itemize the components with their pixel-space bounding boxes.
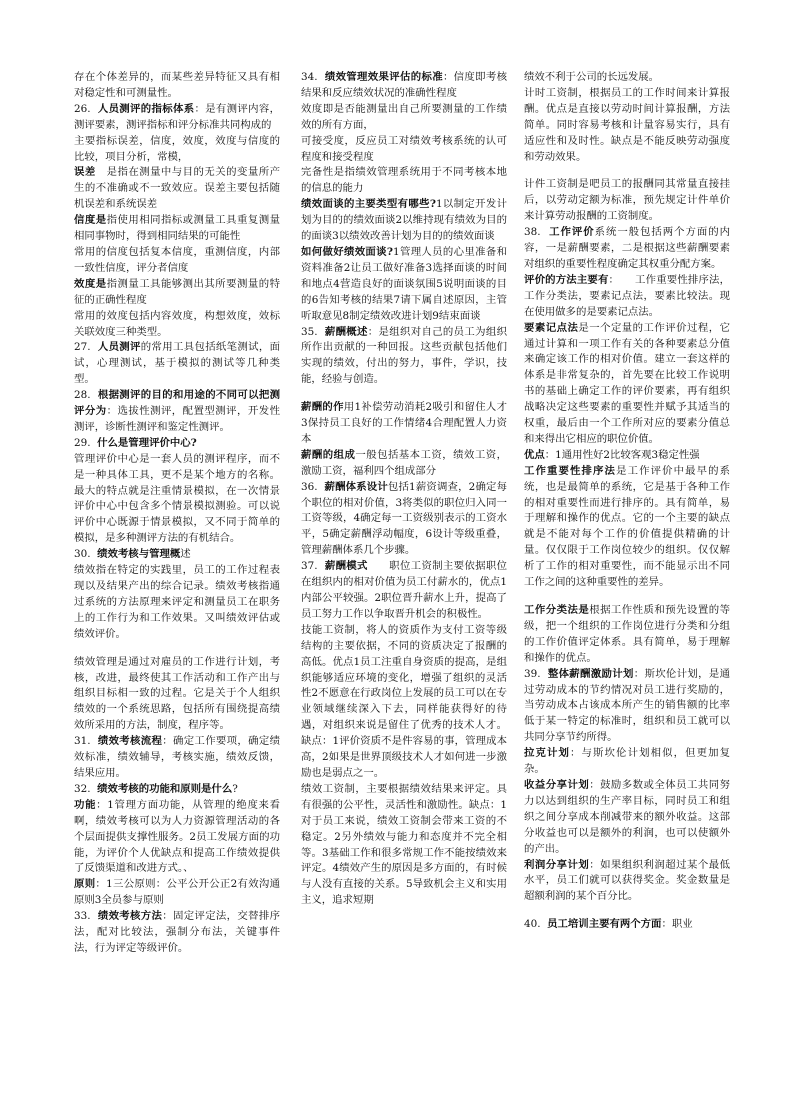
body-text: 效度即是否能测量出自己所要测量的工作绩效的所有方面， <box>301 102 507 131</box>
paragraph-spacer <box>301 388 507 400</box>
item-number: 38. <box>524 226 541 239</box>
text-column-right <box>524 70 730 1070</box>
body-text: ：1通用性好2比较客观3稳定性强 <box>544 448 700 461</box>
term-heading: 效度是 <box>74 277 107 290</box>
body-text: ：是组织对自己的员工为组织所作出贡献的一种回报。这些贡献包括他们实现的绩效，付出的努力，事件，学识，技能，经验与创造。 <box>301 325 507 386</box>
term-heading: 人员测评的指标体系 <box>97 102 195 115</box>
paragraph <box>301 325 507 389</box>
body-text: 计时工资制，根据员工的工作时间来计算报酬。优点是直接以劳动时间计算报酬，方法简单。同时容易考核和计量容易实行，具有适应性和及时性。缺点是不能反映劳动强度和劳动效果。 <box>524 86 730 163</box>
body-text: 绩效工资制，主要根据绩效结果来评定。具有很强的公平性，灵活性和激励性。缺点：1对于员工来说，绩效工资制会带来工资的不稳定。2另外绩效与能力和态度并不完全相等。3基础工作和很多常规工作不能按绩效来评定。4绩效产生的原因是多方面的，有时候与人没有直接的关系。5导致机会主义和实用主义，追求短期 <box>301 782 507 907</box>
paragraph <box>74 782 280 798</box>
paragraph <box>301 623 507 782</box>
paragraph <box>74 436 280 452</box>
term-heading: 绩效考核的功能和原则是什么 <box>97 782 233 795</box>
term-heading: 薪酬的组成 <box>301 448 356 461</box>
paragraph <box>524 273 730 321</box>
body-text: ：斯坎伦计划，是通过劳动成本的节约情况对员工进行奖励的，当劳动成本占该成本所产生的销售额的比率低于某一特定的标准时，组织和员工就可以共同分享节约所得。 <box>524 667 730 744</box>
paragraph <box>524 667 730 747</box>
term-heading: 绩效考核流程 <box>97 735 163 748</box>
body-text: 根据工作性质和预先设置的等级，把一个组织的工作岗位进行分类和分组的工作价值评定体系。具有简单，易于理解和操作的优点。 <box>524 604 730 664</box>
paragraph <box>301 448 507 480</box>
paragraph <box>74 877 280 909</box>
term-heading: 功能 <box>74 798 97 811</box>
text-column-middle <box>301 70 507 1070</box>
paragraph-spacer <box>74 643 280 655</box>
body-text: 的常用工具包括纸笔测试，面试，心理测试，基于模拟的测试等几种类型。 <box>74 341 280 386</box>
item-number: 37. <box>301 560 318 573</box>
body-text: ? <box>232 782 238 795</box>
term-heading: 原则 <box>74 878 96 891</box>
paragraph <box>74 165 280 213</box>
document-page <box>74 70 734 1070</box>
paragraph <box>301 480 507 560</box>
paragraph <box>74 277 280 309</box>
paragraph <box>524 464 730 591</box>
term-heading: 绩效面谈的主要类型有哪些? <box>301 198 436 211</box>
item-number: 26. <box>74 102 91 115</box>
item-number: 34. <box>301 71 318 83</box>
body-text: 计件工资制是吧员工的报酬同其常量直接挂后，以劳动定额为标准，预先规定计件单价来计算劳动报酬的工资制度。 <box>524 178 730 223</box>
term-heading: 误差 <box>74 166 96 179</box>
paragraph <box>524 858 730 906</box>
paragraph <box>74 134 280 166</box>
body-text: ：固定评定法，交替排序法，配对比较法，强制分布法，关键事件法，行为评定等级评价。 <box>74 910 280 954</box>
paragraph <box>74 213 280 245</box>
item-number: 29. <box>74 436 91 449</box>
term-heading: 要素记点法 <box>524 321 579 334</box>
term-heading: 信度是 <box>74 214 107 227</box>
paragraph <box>74 388 280 436</box>
paragraph <box>74 734 280 782</box>
paragraph <box>74 798 280 878</box>
body-text: 系统一般包括两个方面的内容，一是薪酬要素，二是根据这些薪酬要素对组织的重要性程度确定其权重分配方案。 <box>524 226 730 270</box>
paragraph <box>74 309 280 341</box>
paragraph <box>74 452 280 547</box>
body-text: ：1三公原则：公平公开公正2有效沟通原则3全员参与原则 <box>74 878 280 907</box>
body-text: 是一个定量的工作评价过程，它通过计算和一项工作有关的各种要素总分值来确定该工作的相对价值。建立一套这样的体系是非常复杂的，首先要在比较工作说明书的基础上确定工作的评价要素，再有组织战略决定这些要素的重要性并赋予其适当的权重，最后由一个工作所对应的要素分值总和来得出它相应的职位价值。 <box>524 321 730 445</box>
paragraph <box>524 86 730 166</box>
item-number: 33. <box>74 910 91 923</box>
body-text: 绩效不利于公司的长远发展。 <box>524 71 660 83</box>
paragraph <box>74 340 280 388</box>
term-heading: 工作分类法是 <box>524 604 590 616</box>
body-text: ： 工作重要性排序法，工作分类法，要素记点法，要素比较法。现在使用做多的是要素记点法。 <box>524 273 730 318</box>
term-heading: 利润分享计划 <box>524 858 590 871</box>
item-number: 28. <box>74 389 91 402</box>
term-heading: 根据测评的目的和用途的不同可以把测评分为 <box>74 389 280 418</box>
term-heading: 薪酬体系设计 <box>324 480 388 493</box>
paragraph <box>301 400 507 448</box>
paragraph <box>524 778 730 858</box>
paragraph <box>524 746 730 778</box>
term-heading: 如何做好绩效面谈? <box>301 245 393 258</box>
term-heading: 员工培训主要有两个方面 <box>547 918 662 931</box>
paragraph <box>74 70 280 102</box>
paragraph-spacer <box>524 591 730 603</box>
body-text: 用1补偿劳动消耗2吸引和留住人才3保持员工良好的工作情绪4合理配置人力资本 <box>301 401 507 445</box>
body-text: ：确定工作要项，确定绩效标准，绩效辅导，考核实施，绩效反馈，结果应用。 <box>74 735 280 779</box>
item-number: 27. <box>74 341 91 354</box>
term-heading: 薪酬的作 <box>301 401 344 414</box>
paragraph <box>301 782 507 909</box>
paragraph <box>524 917 730 933</box>
paragraph <box>524 70 730 86</box>
body-text: 主要指标误差，信度，效度，效度与信度的比较，项目分析，常模， <box>74 134 280 163</box>
body-text: 一般包括基本工资，绩效工资，激励工资，福利四个组成部分 <box>301 448 507 477</box>
body-text: 存在个体差异的，而某些差异特征又具有相对稳定性和可测量性。 <box>74 71 280 99</box>
body-text: 可接受度，反应员工对绩效考核系统的认可程度和接受程度 <box>301 134 507 163</box>
paragraph <box>74 245 280 277</box>
body-text: ：鼓励多数或全体员工共同努力以达到组织的生产率目标，同时员工和组织之间分享成本削减带来的额外收益。这部分收益也可以是额外的利润，也可以使额外的产出。 <box>524 778 730 855</box>
term-heading: 工作评价 <box>549 226 595 239</box>
paragraph <box>301 165 507 197</box>
body-text: ：职业 <box>661 918 693 931</box>
term-heading: 工作重要性排序法 <box>524 464 617 477</box>
body-text: ：与斯坎伦计划相似，但更加复杂。 <box>524 747 730 776</box>
body-text: ：选拔性测评，配置型测评，开发性测评，诊断性测评和鉴定性测评。 <box>74 405 280 433</box>
paragraph <box>301 134 507 166</box>
body-text: 管理评价中心是一套人员的测评程序，而不是一种具体工具，更不是某个地方的名称。最大的特点就是注重情景模拟，在一次情景评价中心中包含多个情景模拟测验。可以说评价中心既源于情景模拟，又不同于简单的模拟，是多种测评方法的有机结合。 <box>74 452 280 545</box>
body-text: 常用的效度包括内容效度，构想效度，效标关联效度三种类型。 <box>74 309 280 338</box>
term-heading: 评价的方法主要有 <box>524 273 609 286</box>
body-text: 1管理人员的心里准备和资料准备2让员工做好准备3选择面谈的时间和地点4营造良好的面谈氛围5说明面谈的目的6告知考核的结果7请下属自述原因，主管听取意见8制定绩效改进计划9结束面谈 <box>301 245 507 322</box>
term-heading: 薪酬概述 <box>324 325 368 338</box>
body-text: 技能工资制，将人的资质作为支付工资等级结构的主要依据，不同的资质决定了报酬的高低。优点1员工注重自身资质的提高，是组织能够适应环境的变化，增强了组织的灵活性2不愿意在行政岗位上发展的员工可以在专业领域继续深入下去，同样能获得好的待遇，对组织来说是留住了优秀的技术人才。缺点：1评价资质不是件容易的事，管理成本高，2如果是世界顶级技术人才如何进一步激励也是弱点之一。 <box>301 623 507 779</box>
body-text: 1以制定开发计划为目的的绩效面谈2以维持现有绩效为目的的面谈3以绩效改善计划为目的的绩效面谈 <box>301 198 507 243</box>
paragraph <box>524 603 730 667</box>
paragraph <box>74 909 280 957</box>
body-text: 完备性是指绩效管理系统用于不同考核本地的信息的能力 <box>301 166 507 195</box>
term-heading: 拉克计划 <box>524 747 571 760</box>
item-number: 40. <box>524 918 541 931</box>
item-number: 36. <box>301 480 318 493</box>
body-text: 绩效指在特定的实践里，员工的工作过程表现以及结果产出的综合记录。绩效考核指通过系统的方法原理来评定和测量员工在职务上的工作行为和工作效果。又叫绩效评估或绩效评价。 <box>74 564 280 640</box>
paragraph <box>301 245 507 325</box>
body-text: 职位工资制主要依据职位在组织内的相对价值为员工付薪水的，优点1内部公平较强。2职位晋升薪水上升，提高了员工努力工作以争取晋升机会的积极性。 <box>301 560 507 620</box>
paragraph-spacer <box>524 165 730 177</box>
term-heading: 收益分享计划 <box>524 778 590 791</box>
term-heading: 人员测评 <box>97 341 141 354</box>
body-text: 常用的信度包括复本信度，重测信度，内部一致性信度，评分者信度 <box>74 245 280 274</box>
term-heading: 什么是管理评价中心? <box>97 436 197 449</box>
term-heading: 整体薪酬激励计划 <box>547 667 634 680</box>
body-text: ：如果组织利润超过某个最低水平，员工们就可以获得奖金。奖金数量是超额利润的某个百分比。 <box>524 858 730 903</box>
paragraph <box>524 177 730 225</box>
paragraph <box>74 547 280 563</box>
paragraph <box>524 321 730 448</box>
paragraph <box>524 225 730 273</box>
item-number: 32. <box>74 782 91 795</box>
body-text: ：是有测评内容，测评要素，测评指标和评分标准共同构成的 <box>74 102 280 131</box>
body-text: 指使用相同指标或测量工具重复测量相同事物时，得到相同结果的可能性 <box>74 214 280 243</box>
item-number: 30. <box>74 548 91 561</box>
paragraph <box>74 102 280 134</box>
paragraph <box>301 197 507 245</box>
body-text: 包括1薪资调查，2确定每个职位的相对价值，3将类似的职位归入同一工资等级，4确定每一工资级别表示的工资水平，5确定薪酬浮动幅度，6设计等级重叠，管理薪酬体系几个步骤。 <box>301 480 507 557</box>
body-text: 是指在测量中与目的无关的变量所产生的不准确或不一致效应。误差主要包括随机误差和系统误差 <box>74 166 280 211</box>
term-heading: 绩效考核与管理概 <box>97 548 181 561</box>
item-number: 35. <box>301 325 318 338</box>
paragraph <box>301 102 507 134</box>
body-text: 述 <box>180 548 191 561</box>
text-column-left <box>74 70 280 1070</box>
paragraph <box>301 559 507 623</box>
paragraph-spacer <box>524 905 730 917</box>
term-heading: 绩效管理效果评估的标准 <box>324 71 443 83</box>
body-text: ：1管理方面功能，从管理的绝度来看啊，绩效考核可以为人力资源管理活动的各个层面提供支撑性服务。2员工发展方面的功能，为评价个人优缺点和提高工作绩效提供了反馈渠道和改进方式。、 <box>74 798 280 875</box>
paragraph <box>301 70 507 102</box>
item-number: 31. <box>74 735 91 748</box>
paragraph <box>74 563 280 643</box>
term-heading: 优点 <box>524 448 545 461</box>
paragraph <box>74 655 280 735</box>
body-text: 是工作评价中最早的系统，也是最简单的系统，它是基于各种工作的相对重要性而进行排序的。具有简单，易于理解和操作的优点。它的一个主要的缺点就是不能对每个工作的价值提供精确的计量。仅仅限于工作岗位较少的组织。仅仅解析了工作的相对重要性，而不能显示出不同工作之间的这种重要性的差异。 <box>524 464 730 589</box>
body-text: 绩效管理是通过对雇员的工作进行计划，考核，改进，最终使其工作活动和工作产出与组织目标相一致的过程。它是关于个人组织绩效的一个系统思路，包括所有围绕提高绩效所采用的方法，制度，程序等。 <box>74 655 280 732</box>
body-text: ：信度即考核结果和反应绩效状况的准确性程度 <box>301 71 507 99</box>
item-number: 39. <box>524 667 541 680</box>
term-heading: 薪酬模式 <box>324 560 368 573</box>
body-text: 指测量工具能够测出其所要测量的特征的正确性程度 <box>74 277 280 306</box>
paragraph <box>524 448 730 464</box>
term-heading: 绩效考核方法 <box>97 910 163 923</box>
